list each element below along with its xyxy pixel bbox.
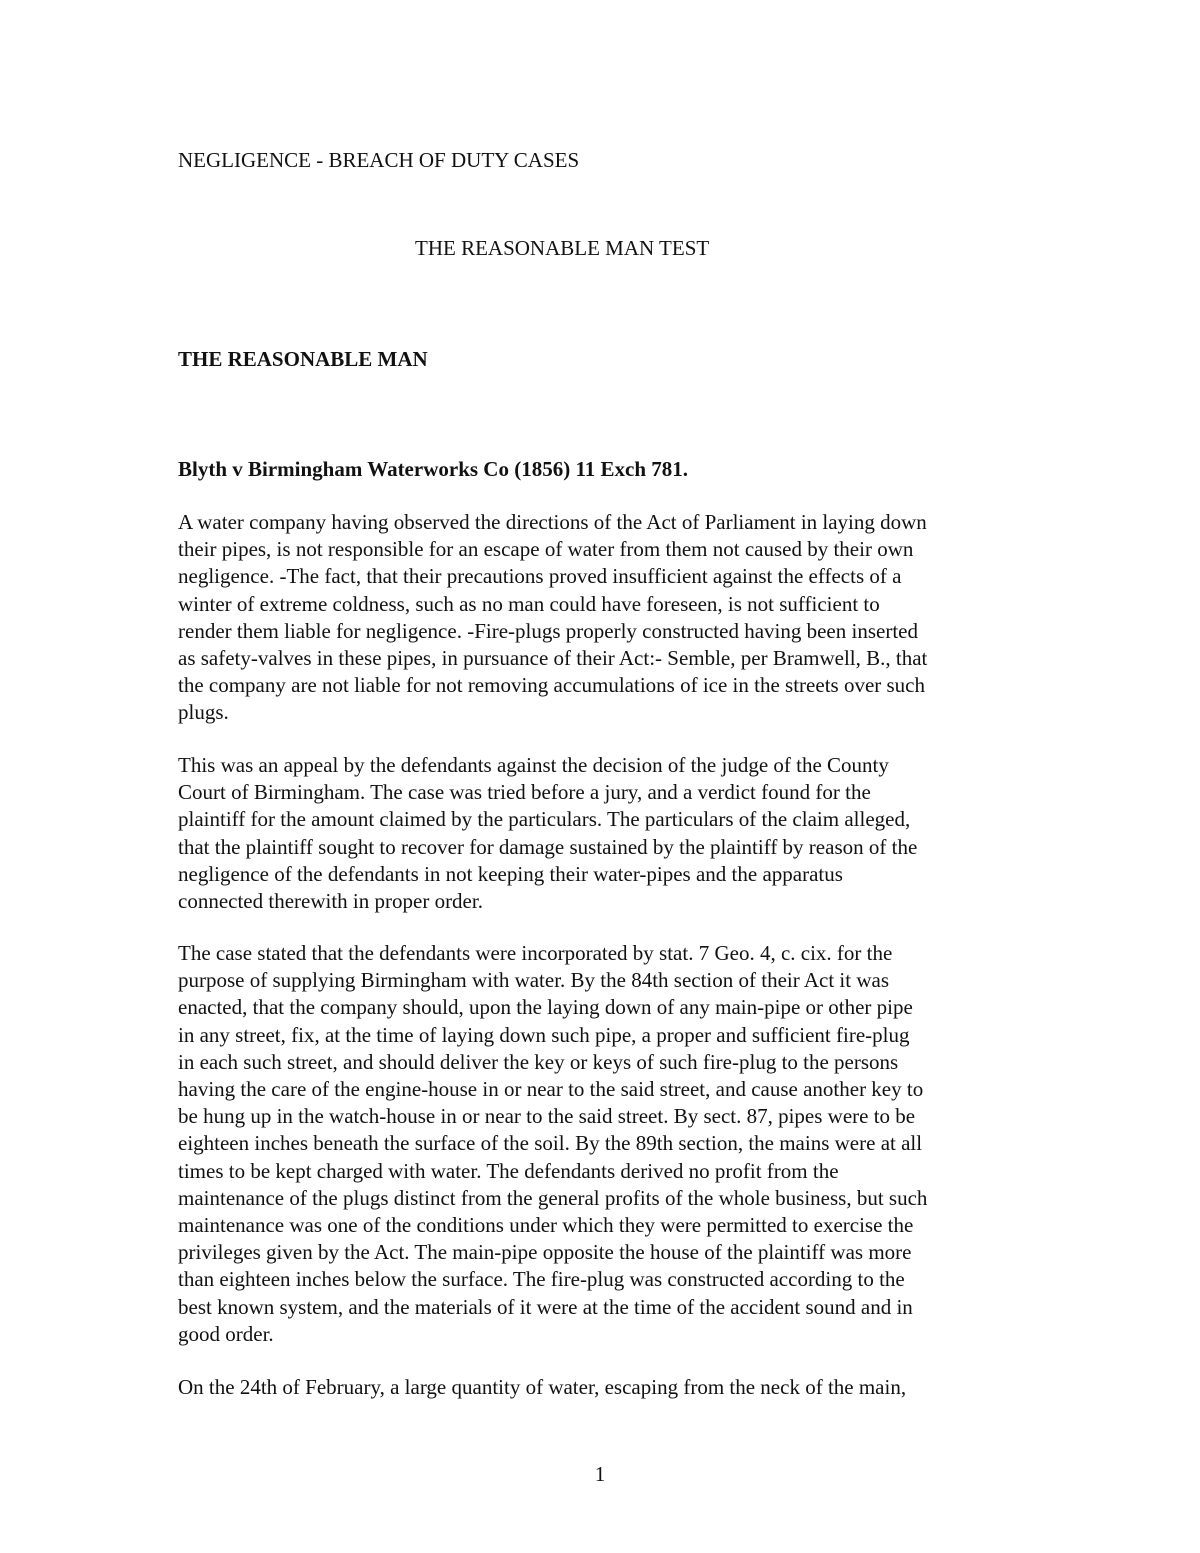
paragraph-line: in any street, fix, at the time of laying down such pipe, a proper and sufficient fire-plug	[178, 1022, 910, 1047]
paragraph-line: Court of Birmingham. The case was tried before a jury, and a verdict found for the	[178, 780, 871, 805]
paragraph-line: their pipes, is not responsible for an escape of water from them not caused by their own	[178, 537, 914, 562]
paragraph-line: enacted, that the company should, upon the laying down of any main-pipe or other pipe	[178, 995, 913, 1020]
paragraph-line: the company are not liable for not removing accumulations of ice in the streets over such	[178, 673, 926, 698]
paragraph-line: having the care of the engine-house in or near to the said street, and cause another key to	[178, 1077, 924, 1102]
paragraph-line: render them liable for negligence. -Fire-plugs properly constructed having been inserted	[178, 618, 918, 643]
paragraph-line: A water company having observed the directions of the Act of Parliament in laying down	[178, 510, 927, 534]
paragraph-february	[178, 1374, 1028, 1401]
case-citation: Blyth v Birmingham Waterworks Co (1856) 11 Exch 781.	[178, 457, 689, 481]
paragraph-line: eighteen inches beneath the surface of the soil. By the 89th section, the mains were at all	[178, 1131, 923, 1156]
paragraph-line: This was an appeal by the defendants against the decision of the judge of the County	[178, 753, 889, 777]
subtitle: THE REASONABLE MAN TEST	[415, 236, 710, 260]
paragraph-appeal	[178, 752, 1028, 915]
paragraph-line: winter of extreme coldness, such as no man could have foreseen, is not sufficient to	[178, 591, 880, 616]
main-title: NEGLIGENCE - BREACH OF DUTY CASES	[178, 148, 580, 172]
paragraph-line: maintenance of the plugs distinct from the general profits of the whole business, but such	[178, 1185, 928, 1210]
section-heading: THE REASONABLE MAN	[178, 347, 428, 371]
paragraph-line: privileges given by the Act. The main-pipe opposite the house of the plaintiff was more	[178, 1240, 912, 1265]
paragraph-line: that the plaintiff sought to recover for damage sustained by the plaintiff by reason of the	[178, 834, 918, 859]
page-number: 1	[594, 1462, 606, 1486]
paragraph-line: negligence. -The fact, that their precautions proved insufficient against the effects of a	[178, 564, 902, 589]
paragraph-summary	[178, 509, 1028, 727]
paragraph-line: connected therewith in proper order.	[178, 889, 483, 914]
paragraph-line: maintenance was one of the conditions under which they were permitted to exercise the	[178, 1213, 914, 1238]
paragraph-line: plaintiff for the amount claimed by the particulars. The particulars of the claim alleged,	[178, 807, 911, 832]
paragraph-line: be hung up in the watch-house in or near to the said street. By sect. 87, pipes were to be	[178, 1104, 916, 1129]
paragraph-line: than eighteen inches below the surface. The fire-plug was constructed according to the	[178, 1267, 905, 1292]
paragraph-line: times to be kept charged with water. The defendants derived no profit from the	[178, 1158, 839, 1183]
paragraph-line: best known system, and the materials of it were at the time of the accident sound and in	[178, 1294, 913, 1319]
paragraph-line: plugs.	[178, 700, 229, 725]
paragraph-line: good order.	[178, 1321, 274, 1346]
paragraph-line: negligence of the defendants in not keeping their water-pipes and the apparatus	[178, 861, 843, 886]
paragraph-line: as safety-valves in these pipes, in pursuance of their Act:- Semble, per Bramwell, B., that	[178, 646, 928, 671]
paragraph-case-stated	[178, 940, 1028, 1348]
paragraph-line: purpose of supplying Birmingham with water. By the 84th section of their Act it was	[178, 968, 889, 993]
paragraph-line: On the 24th of February, a large quantity of water, escaping from the neck of the main,	[178, 1375, 907, 1399]
paragraph-line: in each such street, and should deliver the key or keys of such fire-plug to the persons	[178, 1049, 899, 1074]
paragraph-line: The case stated that the defendants were incorporated by stat. 7 Geo. 4, c. cix. for the	[178, 941, 893, 965]
